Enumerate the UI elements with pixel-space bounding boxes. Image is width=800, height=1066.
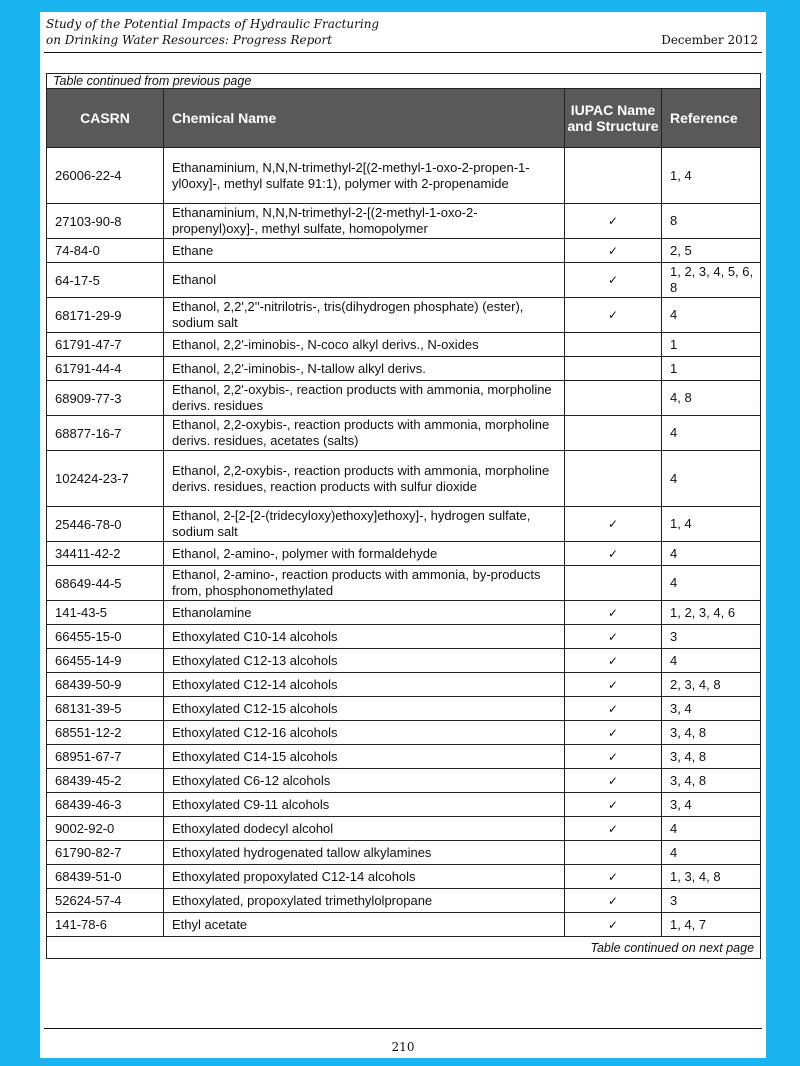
column-header-chemical-name: Chemical Name (164, 89, 565, 148)
casrn-cell: 26006-22-4 (47, 148, 164, 204)
iupac-check-cell (565, 451, 662, 507)
iupac-check-cell: ✓ (565, 625, 662, 649)
table-row (47, 148, 761, 204)
table-row (47, 745, 761, 769)
table-row (47, 451, 761, 507)
casrn-cell: 102424-23-7 (47, 451, 164, 507)
reference-cell: 1, 2, 3, 4, 5, 6, 8 (662, 263, 761, 298)
header-divider (44, 52, 762, 53)
casrn-cell: 68439-50-9 (47, 673, 164, 697)
chemical-name-cell: Ethanol, 2,2-oxybis-, reaction products with ammonia, morpholine derivs. residues, acetates (salts) (164, 416, 565, 451)
table-row (47, 263, 761, 298)
report-title-line-2: on Drinking Water Resources: Progress Report (46, 33, 333, 47)
reference-cell: 1, 4 (662, 507, 761, 542)
reference-cell: 4 (662, 451, 761, 507)
table-row (47, 333, 761, 357)
casrn-cell: 61791-44-4 (47, 357, 164, 381)
reference-cell: 1 (662, 333, 761, 357)
table-row (47, 865, 761, 889)
table-row (47, 298, 761, 333)
reference-cell: 1 (662, 357, 761, 381)
table-row (47, 673, 761, 697)
reference-cell: 4 (662, 298, 761, 333)
reference-cell: 3, 4 (662, 697, 761, 721)
reference-cell: 8 (662, 204, 761, 239)
chemical-name-cell: Ethanol, 2,2',2''-nitrilotris-, tris(dihydrogen phosphate) (ester), sodium salt (164, 298, 565, 333)
chemical-name-cell: Ethanol, 2,2'-iminobis-, N-coco alkyl derivs., N-oxides (164, 333, 565, 357)
chemical-name-cell: Ethoxylated C10-14 alcohols (164, 625, 565, 649)
reference-cell: 1, 4 (662, 148, 761, 204)
chemical-name-cell: Ethanaminium, N,N,N-trimethyl-2-[(2-methyl-1-oxo-2-propenyl)oxy]-, methyl sulfate, homopolymer (164, 204, 565, 239)
iupac-check-cell: ✓ (565, 507, 662, 542)
chemical-name-cell: Ethoxylated C6-12 alcohols (164, 769, 565, 793)
casrn-cell: 27103-90-8 (47, 204, 164, 239)
iupac-check-cell: ✓ (565, 721, 662, 745)
iupac-check-cell: ✓ (565, 649, 662, 673)
reference-cell: 2, 3, 4, 8 (662, 673, 761, 697)
table-row (47, 793, 761, 817)
reference-cell: 3 (662, 889, 761, 913)
chemical-table-container (46, 73, 760, 959)
iupac-check-cell: ✓ (565, 793, 662, 817)
table-row (47, 204, 761, 239)
casrn-cell: 141-78-6 (47, 913, 164, 937)
casrn-cell: 68909-77-3 (47, 381, 164, 416)
table-row (47, 566, 761, 601)
table-row (47, 889, 761, 913)
chemical-name-cell: Ethanolamine (164, 601, 565, 625)
chemical-name-cell: Ethoxylated C12-16 alcohols (164, 721, 565, 745)
chemical-name-cell: Ethanol, 2,2'-iminobis-, N-tallow alkyl derivs. (164, 357, 565, 381)
column-header-casrn: CASRN (47, 89, 164, 148)
reference-cell: 4 (662, 841, 761, 865)
iupac-check-cell (565, 148, 662, 204)
chemical-name-cell: Ethanol, 2,2'-oxybis-, reaction products with ammonia, morpholine derivs. residues (164, 381, 565, 416)
column-header-reference: Reference (662, 89, 761, 148)
chemical-name-cell: Ethoxylated C12-15 alcohols (164, 697, 565, 721)
table-continued-to: Table continued on next page (47, 937, 761, 959)
casrn-cell: 68877-16-7 (47, 416, 164, 451)
reference-cell: 3, 4 (662, 793, 761, 817)
table-body (47, 148, 761, 937)
iupac-check-cell: ✓ (565, 697, 662, 721)
reference-cell: 3, 4, 8 (662, 721, 761, 745)
chemical-name-cell: Ethoxylated hydrogenated tallow alkylamines (164, 841, 565, 865)
table-continued-from: Table continued from previous page (47, 74, 761, 89)
table-row (47, 721, 761, 745)
reference-cell: 4, 8 (662, 381, 761, 416)
report-title (46, 16, 379, 48)
table-row (47, 625, 761, 649)
iupac-check-cell: ✓ (565, 204, 662, 239)
casrn-cell: 68439-45-2 (47, 769, 164, 793)
chemical-name-cell: Ethanaminium, N,N,N-trimethyl-2[(2-methyl-1-oxo-2-propen-1-yl0oxy]-, methyl sulfate 91:1), polymer with 2-propenamide (164, 148, 565, 204)
table-row (47, 542, 761, 566)
casrn-cell: 9002-92-0 (47, 817, 164, 841)
casrn-cell: 25446-78-0 (47, 507, 164, 542)
chemical-name-cell: Ethane (164, 239, 565, 263)
casrn-cell: 66455-14-9 (47, 649, 164, 673)
table-row (47, 697, 761, 721)
chemical-name-cell: Ethyl acetate (164, 913, 565, 937)
chemical-name-cell: Ethoxylated C14-15 alcohols (164, 745, 565, 769)
chemical-name-cell: Ethoxylated C12-13 alcohols (164, 649, 565, 673)
casrn-cell: 74-84-0 (47, 239, 164, 263)
report-title-line-1: Study of the Potential Impacts of Hydraulic Fracturing (46, 17, 380, 31)
table-row (47, 601, 761, 625)
casrn-cell: 61790-82-7 (47, 841, 164, 865)
iupac-check-cell (565, 333, 662, 357)
casrn-cell: 141-43-5 (47, 601, 164, 625)
report-date: December 2012 (661, 33, 758, 47)
table-header-row (47, 89, 761, 148)
chemical-name-cell: Ethoxylated dodecyl alcohol (164, 817, 565, 841)
iupac-check-cell: ✓ (565, 239, 662, 263)
casrn-cell: 61791-47-7 (47, 333, 164, 357)
iupac-check-cell: ✓ (565, 865, 662, 889)
iupac-check-cell: ✓ (565, 542, 662, 566)
iupac-check-cell: ✓ (565, 298, 662, 333)
iupac-check-cell: ✓ (565, 263, 662, 298)
reference-cell: 3 (662, 625, 761, 649)
table-continued-from-row (47, 74, 761, 89)
chemical-name-cell: Ethoxylated C9-11 alcohols (164, 793, 565, 817)
reference-cell: 1, 4, 7 (662, 913, 761, 937)
reference-cell: 4 (662, 566, 761, 601)
document-page (40, 12, 766, 1058)
table-row (47, 507, 761, 542)
chemical-name-cell: Ethoxylated, propoxylated trimethylolpropane (164, 889, 565, 913)
iupac-check-cell (565, 357, 662, 381)
chemical-name-cell: Ethanol (164, 263, 565, 298)
chemical-table (46, 73, 761, 959)
table-row (47, 769, 761, 793)
casrn-cell: 68439-46-3 (47, 793, 164, 817)
column-header-iupac: IUPAC Name and Structure (565, 89, 662, 148)
reference-cell: 1, 2, 3, 4, 6 (662, 601, 761, 625)
iupac-check-cell: ✓ (565, 889, 662, 913)
chemical-name-cell: Ethanol, 2,2-oxybis-, reaction products with ammonia, morpholine derivs. residues, reaction products with sulfur dioxide (164, 451, 565, 507)
iupac-check-cell (565, 566, 662, 601)
reference-cell: 4 (662, 649, 761, 673)
reference-cell: 3, 4, 8 (662, 745, 761, 769)
iupac-check-cell: ✓ (565, 817, 662, 841)
casrn-cell: 68951-67-7 (47, 745, 164, 769)
reference-cell: 4 (662, 817, 761, 841)
chemical-name-cell: Ethanol, 2-amino-, reaction products with ammonia, by-products from, phosphonomethylated (164, 566, 565, 601)
table-row (47, 416, 761, 451)
casrn-cell: 52624-57-4 (47, 889, 164, 913)
iupac-check-cell: ✓ (565, 913, 662, 937)
footer-divider (44, 1028, 762, 1029)
reference-cell: 2, 5 (662, 239, 761, 263)
iupac-check-cell: ✓ (565, 745, 662, 769)
table-row (47, 381, 761, 416)
casrn-cell: 68649-44-5 (47, 566, 164, 601)
casrn-cell: 64-17-5 (47, 263, 164, 298)
table-row (47, 841, 761, 865)
reference-cell: 3, 4, 8 (662, 769, 761, 793)
page-number: 210 (391, 1040, 415, 1054)
table-continued-to-row (47, 937, 761, 959)
chemical-name-cell: Ethanol, 2-[2-[2-(tridecyloxy)ethoxy]ethoxy]-, hydrogen sulfate, sodium salt (164, 507, 565, 542)
iupac-check-cell (565, 416, 662, 451)
chemical-name-cell: Ethoxylated C12-14 alcohols (164, 673, 565, 697)
iupac-check-cell: ✓ (565, 769, 662, 793)
iupac-check-cell (565, 381, 662, 416)
casrn-cell: 68131-39-5 (47, 697, 164, 721)
casrn-cell: 68551-12-2 (47, 721, 164, 745)
iupac-check-cell: ✓ (565, 601, 662, 625)
casrn-cell: 68439-51-0 (47, 865, 164, 889)
table-row (47, 913, 761, 937)
reference-cell: 4 (662, 542, 761, 566)
reference-cell: 4 (662, 416, 761, 451)
iupac-check-cell: ✓ (565, 673, 662, 697)
casrn-cell: 66455-15-0 (47, 625, 164, 649)
chemical-name-cell: Ethoxylated propoxylated C12-14 alcohols (164, 865, 565, 889)
table-row (47, 239, 761, 263)
casrn-cell: 68171-29-9 (47, 298, 164, 333)
table-row (47, 649, 761, 673)
iupac-check-cell (565, 841, 662, 865)
table-row (47, 357, 761, 381)
table-row (47, 817, 761, 841)
reference-cell: 1, 3, 4, 8 (662, 865, 761, 889)
casrn-cell: 34411-42-2 (47, 542, 164, 566)
chemical-name-cell: Ethanol, 2-amino-, polymer with formaldehyde (164, 542, 565, 566)
